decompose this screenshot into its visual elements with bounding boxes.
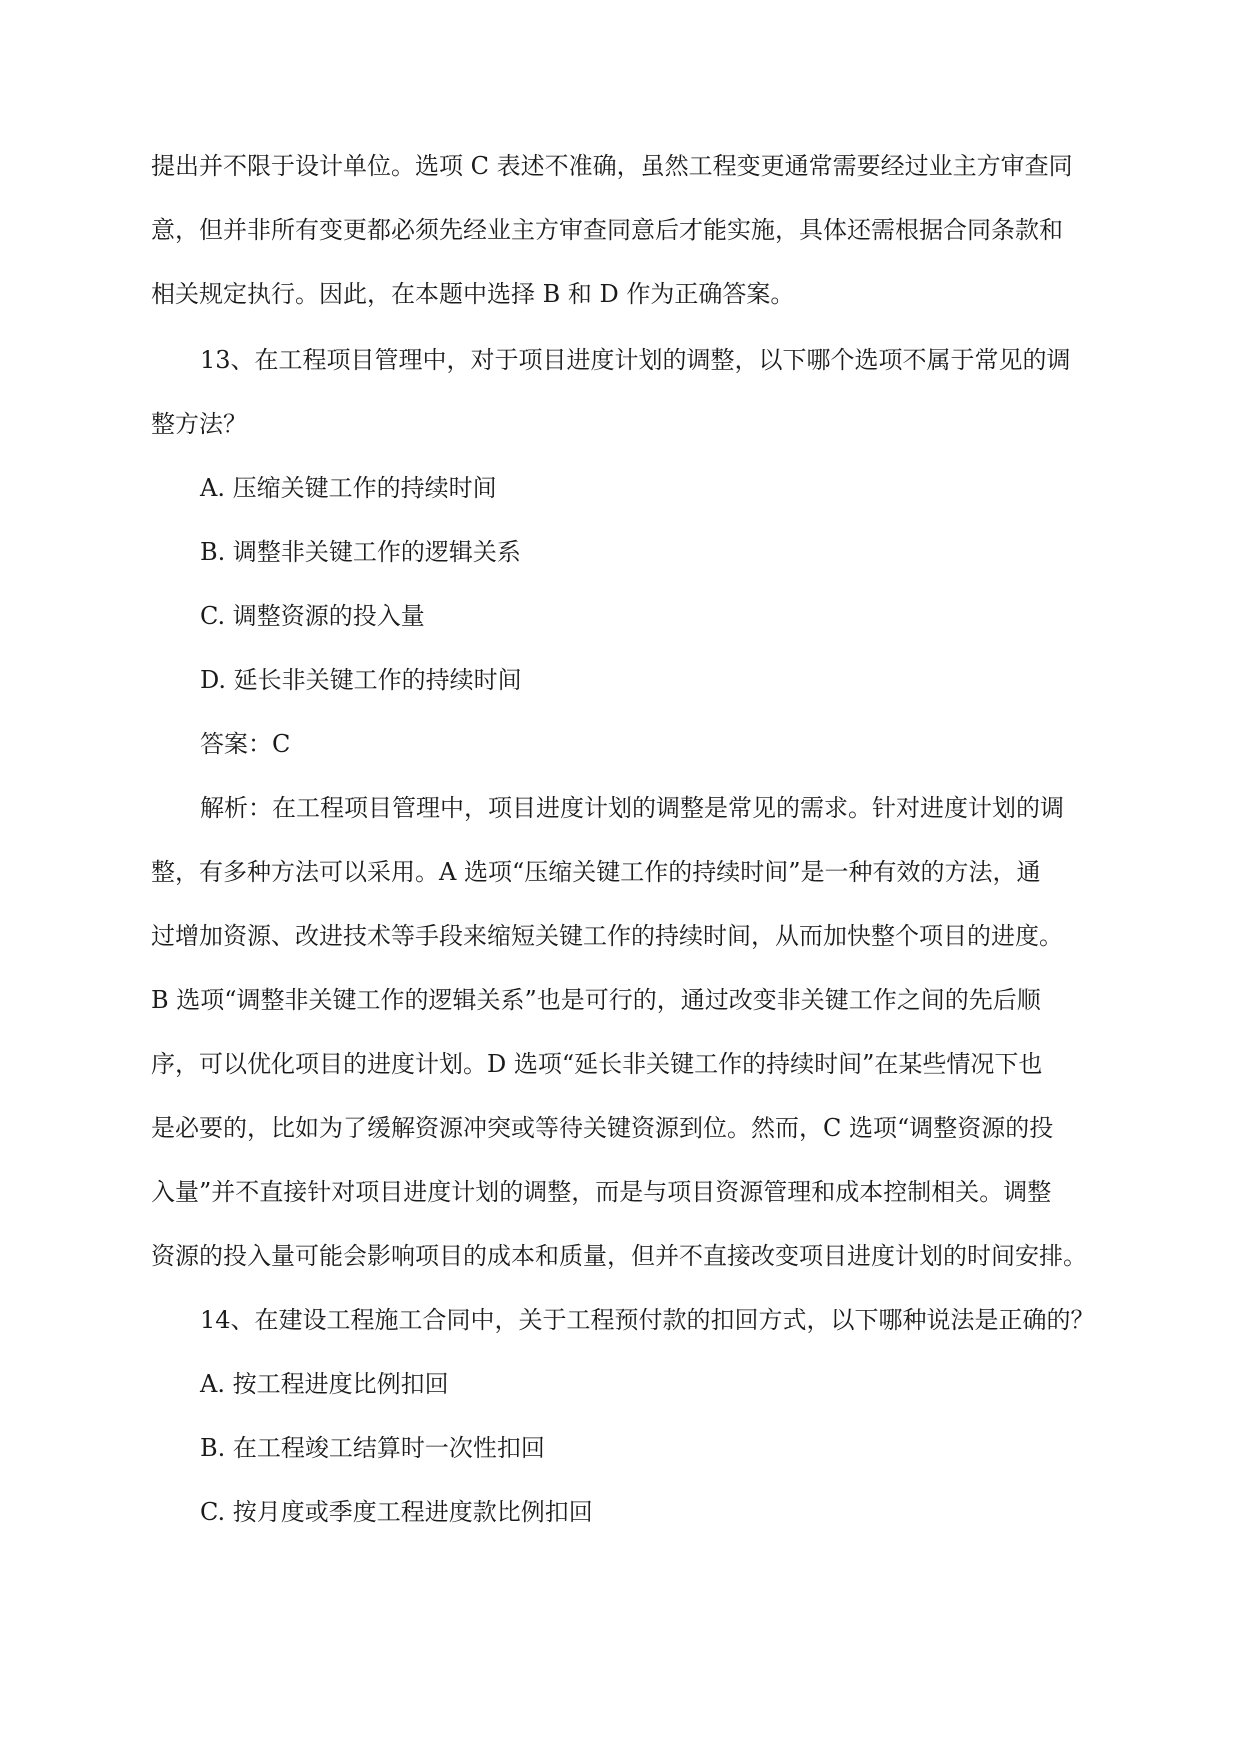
question-14-option-c: C. 按月度或季度工程进度款比例扣回 xyxy=(200,1498,593,1526)
question-14-option-b: B. 在工程竣工结算时一次性扣回 xyxy=(200,1434,545,1462)
question-13-analysis: 序，可以优化项目的进度计划。D 选项“延长非关键工作的持续时间”在某些情况下也 xyxy=(151,1050,1043,1078)
question-13-analysis: 整，有多种方法可以采用。A 选项“压缩关键工作的持续时间”是一种有效的方法，通 xyxy=(151,858,1041,886)
question-13-analysis: B 选项“调整非关键工作的逻辑关系”也是可行的，通过改变非关键工作之间的先后顺 xyxy=(151,986,1041,1014)
question-13-analysis: 解析：在工程项目管理中，项目进度计划的调整是常见的需求。针对进度计划的调 xyxy=(200,794,1064,822)
paragraph-line: 提出并不限于设计单位。选项 C 表述不准确，虽然工程变更通常需要经过业主方审查同 xyxy=(151,152,1073,180)
question-13-answer: 答案：C xyxy=(200,730,291,758)
question-13-analysis: 是必要的，比如为了缓解资源冲突或等待关键资源到位。然而，C 选项“调整资源的投 xyxy=(151,1114,1054,1142)
question-13-option-d: D. 延长非关键工作的持续时间 xyxy=(200,666,522,694)
question-13-stem: 整方法？ xyxy=(151,410,247,438)
paragraph-line: 意，但并非所有变更都必须先经业主方审查同意后才能实施，具体还需根据合同条款和 xyxy=(151,216,1063,244)
question-13-stem: 13、在工程项目管理中，对于项目进度计划的调整，以下哪个选项不属于常见的调 xyxy=(200,346,1071,374)
question-14-option-a: A. 按工程进度比例扣回 xyxy=(200,1370,449,1398)
question-13-analysis: 资源的投入量可能会影响项目的成本和质量，但并不直接改变项目进度计划的时间安排。 xyxy=(151,1242,1087,1270)
question-13-analysis: 过增加资源、改进技术等手段来缩短关键工作的持续时间，从而加快整个项目的进度。 xyxy=(151,922,1063,950)
question-13-option-c: C. 调整资源的投入量 xyxy=(200,602,425,630)
question-13-analysis: 入量”并不直接针对项目进度计划的调整，而是与项目资源管理和成本控制相关。调整 xyxy=(151,1178,1052,1206)
question-13-option-b: B. 调整非关键工作的逻辑关系 xyxy=(200,538,521,566)
question-14-stem: 14、在建设工程施工合同中，关于工程预付款的扣回方式，以下哪种说法是正确的？ xyxy=(200,1306,1095,1334)
question-13-option-a: A. 压缩关键工作的持续时间 xyxy=(200,474,497,502)
paragraph-line: 相关规定执行。因此，在本题中选择 B 和 D 作为正确答案。 xyxy=(151,280,795,308)
